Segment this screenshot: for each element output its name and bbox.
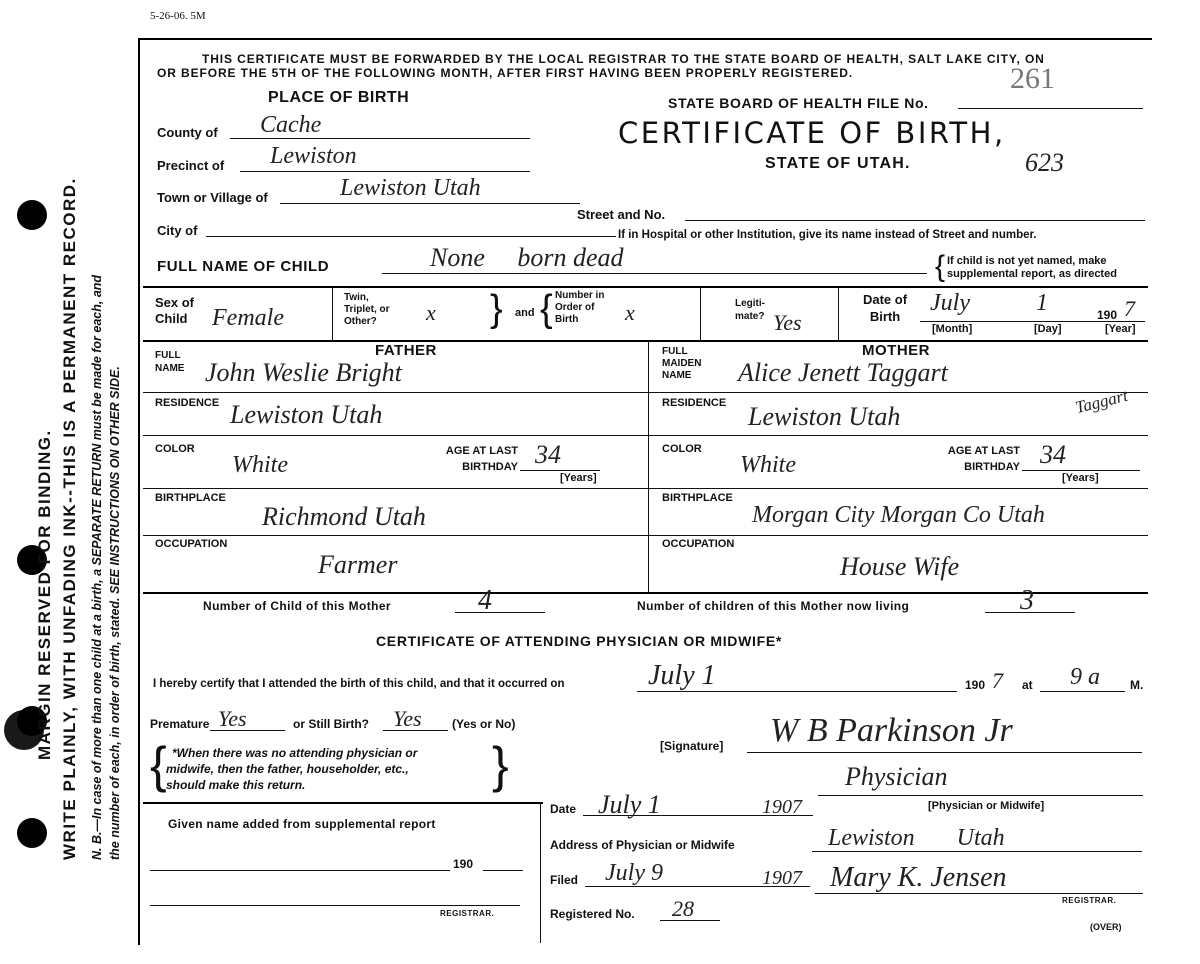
mother-name-label: FULL MAIDEN NAME — [662, 346, 702, 381]
physician-title-line — [818, 795, 1143, 796]
father-birthplace-value: Richmond Utah — [262, 502, 426, 531]
father-years-caption: [Years] — [560, 472, 597, 484]
margin-reserved-text: MARGIN RESERVED FOR BINDING. — [35, 429, 54, 760]
nb-note-line2: the number of each, in order of birth, stated. SEE INSTRUCTIONS ON OTHER SIDE. — [108, 366, 122, 860]
town-line — [280, 203, 580, 204]
date-value: July 1 — [598, 790, 661, 819]
parents-row-3 — [143, 488, 1148, 489]
children-number-line — [455, 612, 545, 613]
binding-hole — [17, 200, 47, 230]
registrar-signature: Mary K. Jensen — [830, 862, 1007, 893]
note-line1: *When there was no attending physician or — [172, 746, 418, 760]
margin-warning-text: WRITE PLAINLY, WITH UNFADING INK--THIS IS A PERMANENT RECORD. — [60, 177, 79, 860]
father-name-label: FULL NAME — [155, 350, 185, 374]
father-age-value: 34 — [535, 440, 561, 469]
legitimate-label: Legiti- mate? — [735, 298, 765, 322]
city-label: City of — [157, 223, 198, 238]
father-occupation-value: Farmer — [318, 550, 398, 579]
signature-value: W B Parkinson Jr — [770, 712, 1013, 749]
bottom-section-top — [143, 802, 543, 804]
dob-year-caption: [Year] — [1105, 323, 1136, 335]
twin-brace: } — [490, 288, 503, 330]
name-note-line2: supplemental report, as directed — [947, 268, 1117, 280]
filed-year: 1907 — [762, 867, 802, 889]
child-box-top — [143, 286, 1148, 288]
note-line3: should make this return. — [166, 778, 306, 792]
father-age-label: AGE AT LAST BIRTHDAY — [445, 445, 518, 473]
binding-hole — [17, 818, 47, 848]
children-living-value: 3 — [1020, 585, 1034, 616]
year-value: 7 — [992, 668, 1003, 693]
street-line — [685, 220, 1145, 221]
county-value: Cache — [260, 112, 322, 138]
mother-birthplace-label: BIRTHPLACE — [662, 492, 733, 504]
header-notice-line1: THIS CERTIFICATE MUST BE FORWARDED BY THE LOCAL REGISTRAR TO THE STATE BOARD OF HEALTH, SALT LAKE CITY, ON — [202, 52, 1045, 66]
order-label: Number in Order of Birth — [555, 290, 605, 325]
premature-label: Premature — [150, 717, 210, 731]
town-label: Town or Village of — [157, 190, 268, 205]
supplemental-line-2 — [483, 870, 523, 871]
physician-heading: CERTIFICATE OF ATTENDING PHYSICIAN OR MIDWIFE* — [376, 633, 783, 649]
header-notice-line2: OR BEFORE THE 5TH OF THE FOLLOWING MONTH, AFTER FIRST HAVING BEEN PROPERLY REGISTERED. — [157, 66, 854, 80]
mother-name-value: Alice Jenett Taggart — [738, 358, 948, 387]
mother-age-line — [1022, 470, 1140, 471]
twin-label: Twin, Triplet, or Other? — [344, 292, 390, 327]
time-value: 9 a — [1070, 664, 1100, 690]
father-residence-label: RESIDENCE — [155, 397, 220, 409]
certify-text: I hereby certify that I attended the birth of this child, and that it occurred on — [153, 678, 565, 690]
mother-residence-label: RESIDENCE — [662, 397, 727, 409]
signature-line — [747, 752, 1142, 753]
occurred-value: July 1 — [648, 660, 716, 691]
father-name-value: John Weslie Bright — [205, 358, 402, 387]
registered-value: 28 — [672, 896, 694, 921]
children-living-label: Number of children of this Mother now living — [637, 599, 910, 613]
mother-years-caption: [Years] — [1062, 472, 1099, 484]
father-age-line — [520, 470, 600, 471]
year-prefix: 190 — [965, 678, 986, 692]
children-number-label: Number of Child of this Mother — [203, 599, 391, 613]
filed-value: July 9 — [605, 860, 663, 886]
m-label: M. — [1130, 678, 1144, 692]
sex-value: Female — [212, 305, 284, 331]
yes-no-hint: (Yes or No) — [452, 717, 516, 731]
mother-occupation-label: OCCUPATION — [662, 538, 735, 550]
physician-title-caption: [Physician or Midwife] — [928, 800, 1045, 812]
child-name-line — [382, 273, 927, 274]
mother-occupation-value: House Wife — [840, 552, 960, 581]
parents-row-1 — [143, 392, 1148, 393]
dob-day-caption: [Day] — [1034, 323, 1062, 335]
father-color-value: White — [232, 452, 288, 478]
physician-title-value: Physician — [845, 762, 948, 791]
child-name-value: None born dead — [430, 243, 624, 272]
sex-label: Sex of Child — [155, 295, 195, 326]
name-brace: { — [935, 250, 946, 283]
hospital-note: If in Hospital or other Institution, give its name instead of Street and number. — [618, 229, 1037, 241]
father-birthplace-label: BIRTHPLACE — [155, 492, 226, 504]
precinct-line — [240, 171, 530, 172]
supplemental-year: 190 — [453, 857, 474, 871]
signature-label: [Signature] — [660, 739, 724, 753]
note-brace-left: { — [150, 737, 167, 793]
dob-month-caption: [Month] — [932, 323, 973, 335]
state-label: STATE OF UTAH. — [765, 155, 911, 172]
at-label: at — [1022, 678, 1033, 692]
place-of-birth-heading: PLACE OF BIRTH — [268, 89, 410, 106]
time-line — [1040, 691, 1125, 692]
dob-label: Date of Birth — [862, 292, 908, 324]
over-label: (OVER) — [1090, 922, 1122, 932]
and-label: and — [515, 307, 535, 319]
child-box-div-2 — [700, 288, 701, 340]
order-value: x — [625, 300, 635, 325]
file-number: 261 — [1010, 62, 1055, 95]
child-box-div-1 — [332, 288, 333, 340]
precinct-value: Lewiston — [270, 143, 357, 169]
mother-age-label: AGE AT LAST BIRTHDAY — [947, 445, 1020, 473]
county-label: County of — [157, 125, 218, 140]
mother-residence-value: Lewiston Utah — [748, 402, 901, 431]
supplemental-line — [150, 870, 450, 871]
city-line — [206, 236, 616, 237]
form-code: 5-26-06. 5M — [150, 10, 206, 22]
legitimate-value: Yes — [773, 310, 802, 335]
parents-bottom — [143, 592, 1148, 594]
filed-label: Filed — [550, 873, 579, 887]
premature-value: Yes — [218, 706, 247, 731]
child-box-div-3 — [838, 288, 839, 340]
date-year: 1907 — [762, 796, 802, 818]
parents-row-4 — [143, 535, 1148, 536]
bottom-divider — [540, 803, 541, 943]
registered-label: Registered No. — [550, 907, 635, 921]
dob-year-prefix: 190 — [1097, 308, 1118, 322]
name-note-line1: If child is not yet named, make — [947, 255, 1107, 267]
child-name-label: FULL NAME OF CHILD — [157, 258, 330, 275]
supplemental-registrar-label: REGISTRAR. — [440, 909, 495, 918]
twin-value: x — [426, 300, 436, 325]
street-label: Street and No. — [577, 207, 666, 222]
file-no-line — [958, 108, 1143, 109]
still-birth-label: or Still Birth? — [293, 717, 369, 731]
mother-age-value: 34 — [1040, 440, 1066, 469]
order-brace: { — [540, 288, 553, 330]
father-occupation-label: OCCUPATION — [155, 538, 228, 550]
certificate-title: CERTIFICATE OF BIRTH, — [618, 116, 1006, 150]
town-value: Lewiston Utah — [340, 175, 481, 201]
note-brace-right: } — [492, 737, 509, 793]
supplemental-label: Given name added from supplemental report — [168, 817, 436, 831]
mother-heading: MOTHER — [862, 342, 930, 359]
precinct-label: Precinct of — [157, 158, 225, 173]
address-value: Lewiston Utah — [828, 825, 1005, 851]
note-line2: midwife, then the father, householder, etc., — [166, 762, 409, 776]
parents-row-2 — [143, 435, 1148, 436]
still-birth-value: Yes — [393, 706, 422, 731]
state-number: 623 — [1025, 148, 1064, 177]
father-color-label: COLOR — [155, 443, 195, 455]
supplemental-registrar-line — [150, 905, 520, 906]
father-heading: FATHER — [375, 342, 437, 359]
mother-color-value: White — [740, 452, 796, 478]
registrar-label: REGISTRAR. — [1062, 896, 1117, 905]
dob-month: July — [930, 290, 970, 316]
children-number-value: 4 — [478, 585, 492, 616]
mother-birthplace-value: Morgan City Morgan Co Utah — [752, 502, 1045, 528]
address-label: Address of Physician or Midwife — [550, 838, 735, 852]
file-no-label: STATE BOARD OF HEALTH FILE No. — [668, 95, 929, 111]
child-box-bottom — [143, 340, 1148, 342]
nb-note-line1: N. B.—In case of more than one child at a birth, a SEPARATE RETURN must be made for each, and — [90, 274, 104, 860]
dob-day: 1 — [1036, 290, 1048, 316]
mother-residence-correction: Taggart — [1073, 385, 1130, 418]
date-label: Date — [550, 802, 577, 816]
dob-year-value: 7 — [1124, 296, 1135, 321]
mother-color-label: COLOR — [662, 443, 702, 455]
father-residence-value: Lewiston Utah — [230, 400, 383, 429]
parents-divider — [648, 342, 649, 592]
